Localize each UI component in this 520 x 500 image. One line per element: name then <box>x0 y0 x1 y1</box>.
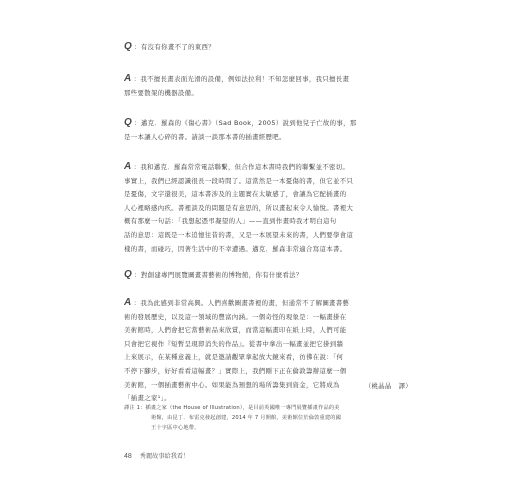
page-footer <box>124 451 189 460</box>
text-line: 只會把它視作『短暫呈現即消失的作品』。從書中拿出一幅畫並把它掛到牆 <box>124 339 344 348</box>
note-label: 譯注 1： <box>124 405 146 411</box>
book-title: 秀麗故事給我看！ <box>139 453 190 460</box>
text-line: 那些要散架的機器設備。 <box>124 88 199 97</box>
text-line: Q ：對創建專門展覽圖畫書藝術的博物館，你有什麼看法？ <box>124 269 303 280</box>
question-block <box>124 116 414 144</box>
text-line: Q ：有沒有你畫不了的東西？ <box>124 41 216 52</box>
translator-note <box>124 403 416 433</box>
text-line: A ：我為此感到非常高興。人們喜歡圖畫書裡的畫，但通常不了解圖畫書藝 <box>124 297 350 308</box>
translator-credit: （桃晶晶 譯） <box>364 382 412 390</box>
text-line: 「插畫之家¹」。 <box>124 394 171 403</box>
answer-block <box>124 160 414 256</box>
q-marker: Q <box>124 41 133 52</box>
text-line: 是一本讓人心碎的書。請談一談那本書的插畫經歷吧。 <box>124 132 286 141</box>
text-line: A ：我不擅長畫表面光滑的設備，例如法拉利！不知怎麼回事，我只擅長畫 <box>124 73 350 84</box>
text-line: 美術館，一個插畫藝術中心。如果能為預想的場所籌集到資金，它將成為 <box>124 380 340 389</box>
text-line: 上來展示，在某種意義上，就是邀請觀眾拿起放大鏡來看，彷彿在說：「何 <box>124 353 344 362</box>
page-number: 48 <box>124 453 132 460</box>
a-marker: A <box>124 161 132 172</box>
q-marker: Q <box>124 117 133 128</box>
note-line: 譯注 1：插畫之家（the House of Illustration），是目前英國唯一專門展覽插畫作品的美 <box>124 405 340 411</box>
text-line: 事實上，我們已經認識很長一段時間了。這當然是一本憂傷的書，但它並不只 <box>124 176 354 185</box>
question-block <box>124 268 414 283</box>
note-line: 王十字區中心地帶。 <box>151 425 200 431</box>
text-line: 術的發展歷史，以及這一領域的豐富內涵。一個奇怪的現象是：一幅畫掛在 <box>124 312 347 321</box>
note-line: 術館，由昆丁．布雷克發起創建，2014 年 7 月開館，美術館位於倫敦重建的國 <box>151 415 342 421</box>
text-line: Q ：邁克．羅森的《傷心書》（Sad Book，2005）說到他兒子亡故的事，那 <box>124 117 357 128</box>
text-line: A ：我和邁克．羅森常常電話聯繫，但合作這本書時我們的聯繫並不密切。 <box>124 161 350 172</box>
text-line: 是憂傷，文字還很美，這本書涉及的主題實在太敏感了，會讓為它配插畫的 <box>124 190 347 199</box>
answer-block <box>124 72 414 100</box>
text-line: 概有那麼一句話：「我想起憑弔凝望的人」——直到作畫時我才明白這句 <box>124 217 337 226</box>
text-line: 話的意思：這既是一本追憶往昔的書，又是一本展望未來的書，人們要學會這 <box>124 230 354 239</box>
a-marker: A <box>124 297 132 308</box>
q-marker: Q <box>124 269 133 280</box>
question-block <box>124 40 414 55</box>
text-line: 美術館時，人們會把它當藝術品來欣賞，而當這幅畫印在紙上時，人們可能 <box>124 326 347 335</box>
text-line: 人心裡略感內疚。書裡談及的問題是有意思的，所以畫起來令人愉悅。書裡大 <box>124 203 354 212</box>
a-marker: A <box>124 73 132 84</box>
text-line: 不停下腳步，好好看看這幅畫？」實際上，我們剛下正在倫敦籌辦這麼一個 <box>124 366 347 375</box>
text-line: 樣的書，而碰巧，因著生活中的不幸遭遇。邁克．羅森非常適合寫這本書。 <box>124 244 347 253</box>
